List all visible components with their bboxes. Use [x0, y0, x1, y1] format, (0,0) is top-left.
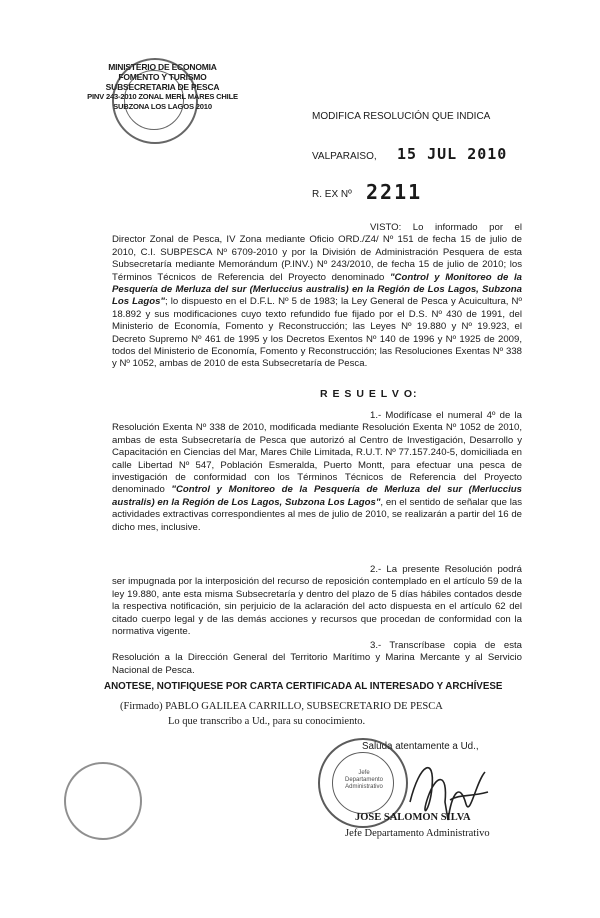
firmado-line: (Firmado) PABLO GALILEA CARRILLO, SUBSECRETARIO DE PESCA — [120, 701, 443, 712]
signer-name: JOSE SALOMON SILVA — [355, 812, 471, 823]
point-1-text-1: 1.- Modifícase el numeral 4º de la Resolución Exenta Nº 338 de 2010, modificada mediante Resolución Exenta Nº 1052 de 2010, ambas de esta Subsecretaría de Pesca que autorizó al Centro de Investigación, Desarrollo y Capacitación en Ciencias del Mar, Mares Chile Limitada, R.U.T. Nº 77.157.240-5, domiciliada en calle Libertad Nº 547, Población Esmeralda, Puerto Montt, para efectuar una pesca de investigación de conformidad con los Términos Técnicos de Referencia del Proyecto denominado — [112, 410, 522, 496]
date-stamp: 15 JUL 2010 — [397, 145, 508, 163]
seal-text-3: Administrativo — [345, 784, 383, 790]
place: VALPARAISO, — [312, 151, 377, 162]
point-2-text: 2.- La presente Resolución podrá ser impugnada por la interposición del recurso de reposición contemplado en el artículo 59 de la ley 19.880, ante esta misma Subsecretaría y dentro del plazo de 5 días hábiles contados desde la respectiva notificación, sin perjuicio de la aclaración del acto dispuesta en el artículo 62 del citado cuerpo legal y de las demás acciones y recursos que procedan de conformidad con la normativa vigente. — [112, 564, 522, 638]
point-3-text: 3.- Transcríbase copia de esta Resolución a la Dirección General del Territorio Marítimo y Marina Mercante y al Servicio Nacional de Pesca. — [112, 640, 522, 676]
document-title: MODIFICA RESOLUCIÓN QUE INDICA — [312, 111, 491, 122]
visto-paragraph — [112, 222, 522, 371]
rex-label: R. EX Nº — [312, 189, 352, 200]
seal-text-2: Departamento — [344, 777, 384, 783]
visto-lead: VISTO: — [370, 222, 402, 233]
partial-seal-left — [64, 762, 142, 840]
signer-title: Jefe Departamento Administrativo — [345, 828, 490, 839]
letterhead-subzona: SUBZONA LOS LAGOS 2010 — [113, 102, 212, 111]
visto-text-1: Lo informado por el Director Zonal de Pesca, IV Zona mediante Oficio ORD./Z4/ Nº 151 de fecha 15 de julio de 2010, C.I. SUBPESCA Nº 6709-2010 y por la División de Administración Pesquera de esta Subsecretaría mediante Memorándum (P.INV.) Nº 243/2010, de fecha 15 de julio de 2010; los Términos Técnicos de Referencia del Proyecto denominado — [112, 222, 522, 283]
point-1-project: "Control y Monitoreo de la Pesquería de Merluza del sur (Merluccius australis) en la Región de Los Lagos, Subzona Los Lagos" — [112, 484, 522, 508]
point-1-text-2: , en el sentido de señalar que las actividades extractivas correspondientes al mes de julio de 2010, se realizarán a partir del 16 de dicho mes, inclusive. — [112, 496, 522, 533]
resuelvo-heading: R E S U E L V O: — [320, 388, 418, 400]
letterhead-pinv: PINV 243-2010 ZONAL MERL MARES CHILE — [87, 92, 238, 101]
transcribo-line: Lo que transcribo a Ud., para su conocimiento. — [168, 716, 366, 727]
rex-number: 2211 — [366, 180, 423, 204]
letterhead-fomento: FOMENTO Y TURISMO — [118, 72, 207, 82]
visto-text-2: ; lo dispuesto en el D.F.L. Nº 5 de 1983; la Ley General de Pesca y Acuicultura, Nº 18.892 y sus modificaciones cuyo texto refundido fue fijado por el D.S. Nº 430 de 1991, del Ministerio de Economía, Fomento y Reconstrucción; las Leyes Nº 19.880 y Nº 19.923, el Decreto Supremo Nº 461 de 1995 y los Decretos Exentos Nº 140 de 1996 y Nº 1925 de 2009, todos del Ministerio de Economía, Fomento y Reconstrucción; las Resoluciones Exentas Nº 338 y Nº 1052, ambas de 2010 de esta Subsecretaría de Pesca. — [112, 296, 522, 370]
visto-project: "Control y Monitoreo de la Pesquería de Merluza del sur (Merluccius australis) en la Región de Los Lagos, Subzona Los Lagos" — [112, 271, 522, 308]
letterhead-subsecretaria: SUBSECRETARIA DE PESCA — [105, 82, 220, 92]
point-3 — [112, 640, 522, 677]
seal-text-1: Jefe — [358, 770, 370, 776]
point-2 — [112, 564, 522, 638]
letterhead-ministry: MINISTERIO DE ECONOMIA — [108, 62, 217, 72]
official-seal-top — [112, 58, 198, 144]
saluda-line: Saluda atentamente a Ud., — [362, 741, 479, 752]
point-1 — [112, 410, 522, 534]
anotese-line: ANOTESE, NOTIFIQUESE POR CARTA CERTIFICADA AL INTERESADO Y ARCHÍVESE — [104, 681, 503, 692]
